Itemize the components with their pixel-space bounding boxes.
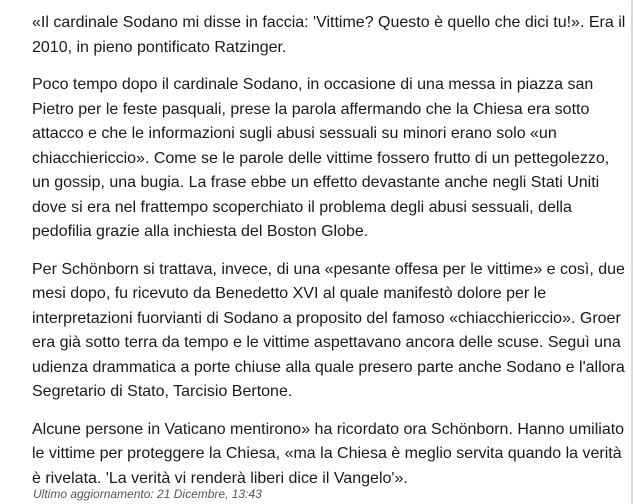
article-paragraph-1: «Il cardinale Sodano mi disse in faccia: 'Vittime? Questo è quello che dici tu!». Era il 2010, in pieno pontificato Ratzinger. <box>32 14 626 56</box>
article-paragraph-3: Per Schönborn si trattava, invece, di una «pesante offesa per le vittime» e così, due mesi dopo, fu ricevuto da Benedetto XVI al quale manifestò dolore per le interpretazioni fuorvianti di Sodano a proposito del famoso «chiacchiericcio». Groer era già sotto terra da tempo e le vittime aspettavano ancora delle scuse. Seguì una udienza drammatica a porte chiuse alla quale presero parte anche Sodano e l'allora Segretario di Stato, Tarcisio Bertone. <box>32 260 625 400</box>
last-updated-timestamp: Ultimo aggiornamento: 21 Dicembre, 13:43 <box>33 487 262 501</box>
article-body <box>32 11 628 504</box>
article-paragraph-2: Poco tempo dopo il cardinale Sodano, in occasione di una messa in piazza san Pietro per le feste pasquali, prese la parola affermando che la Chiesa era sotto attacco e che le informazioni sugli abusi sessuali su minori erano solo «un chiacchiericcio». Come se le parole delle vittime fossero frutto di un pettegolezzo, un gossip, una bugia. La frase ebbe un effetto devastante anche negli Stati Uniti dove si era nel frattempo scoperchiato il problema degli abusi sessuali, della pedofilia grazie alla inchiesta del Boston Globe. <box>32 76 610 240</box>
article-paragraph-4: Alcune persone in Vaticano mentirono» ha ricordato ora Schönborn. Hanno umiliato le vittime per proteggere la Chiesa, «ma la Chiesa è meglio servita quando la verità è rivelata. 'La verità vi renderà liberi dice il Vangelo'». <box>32 420 625 487</box>
